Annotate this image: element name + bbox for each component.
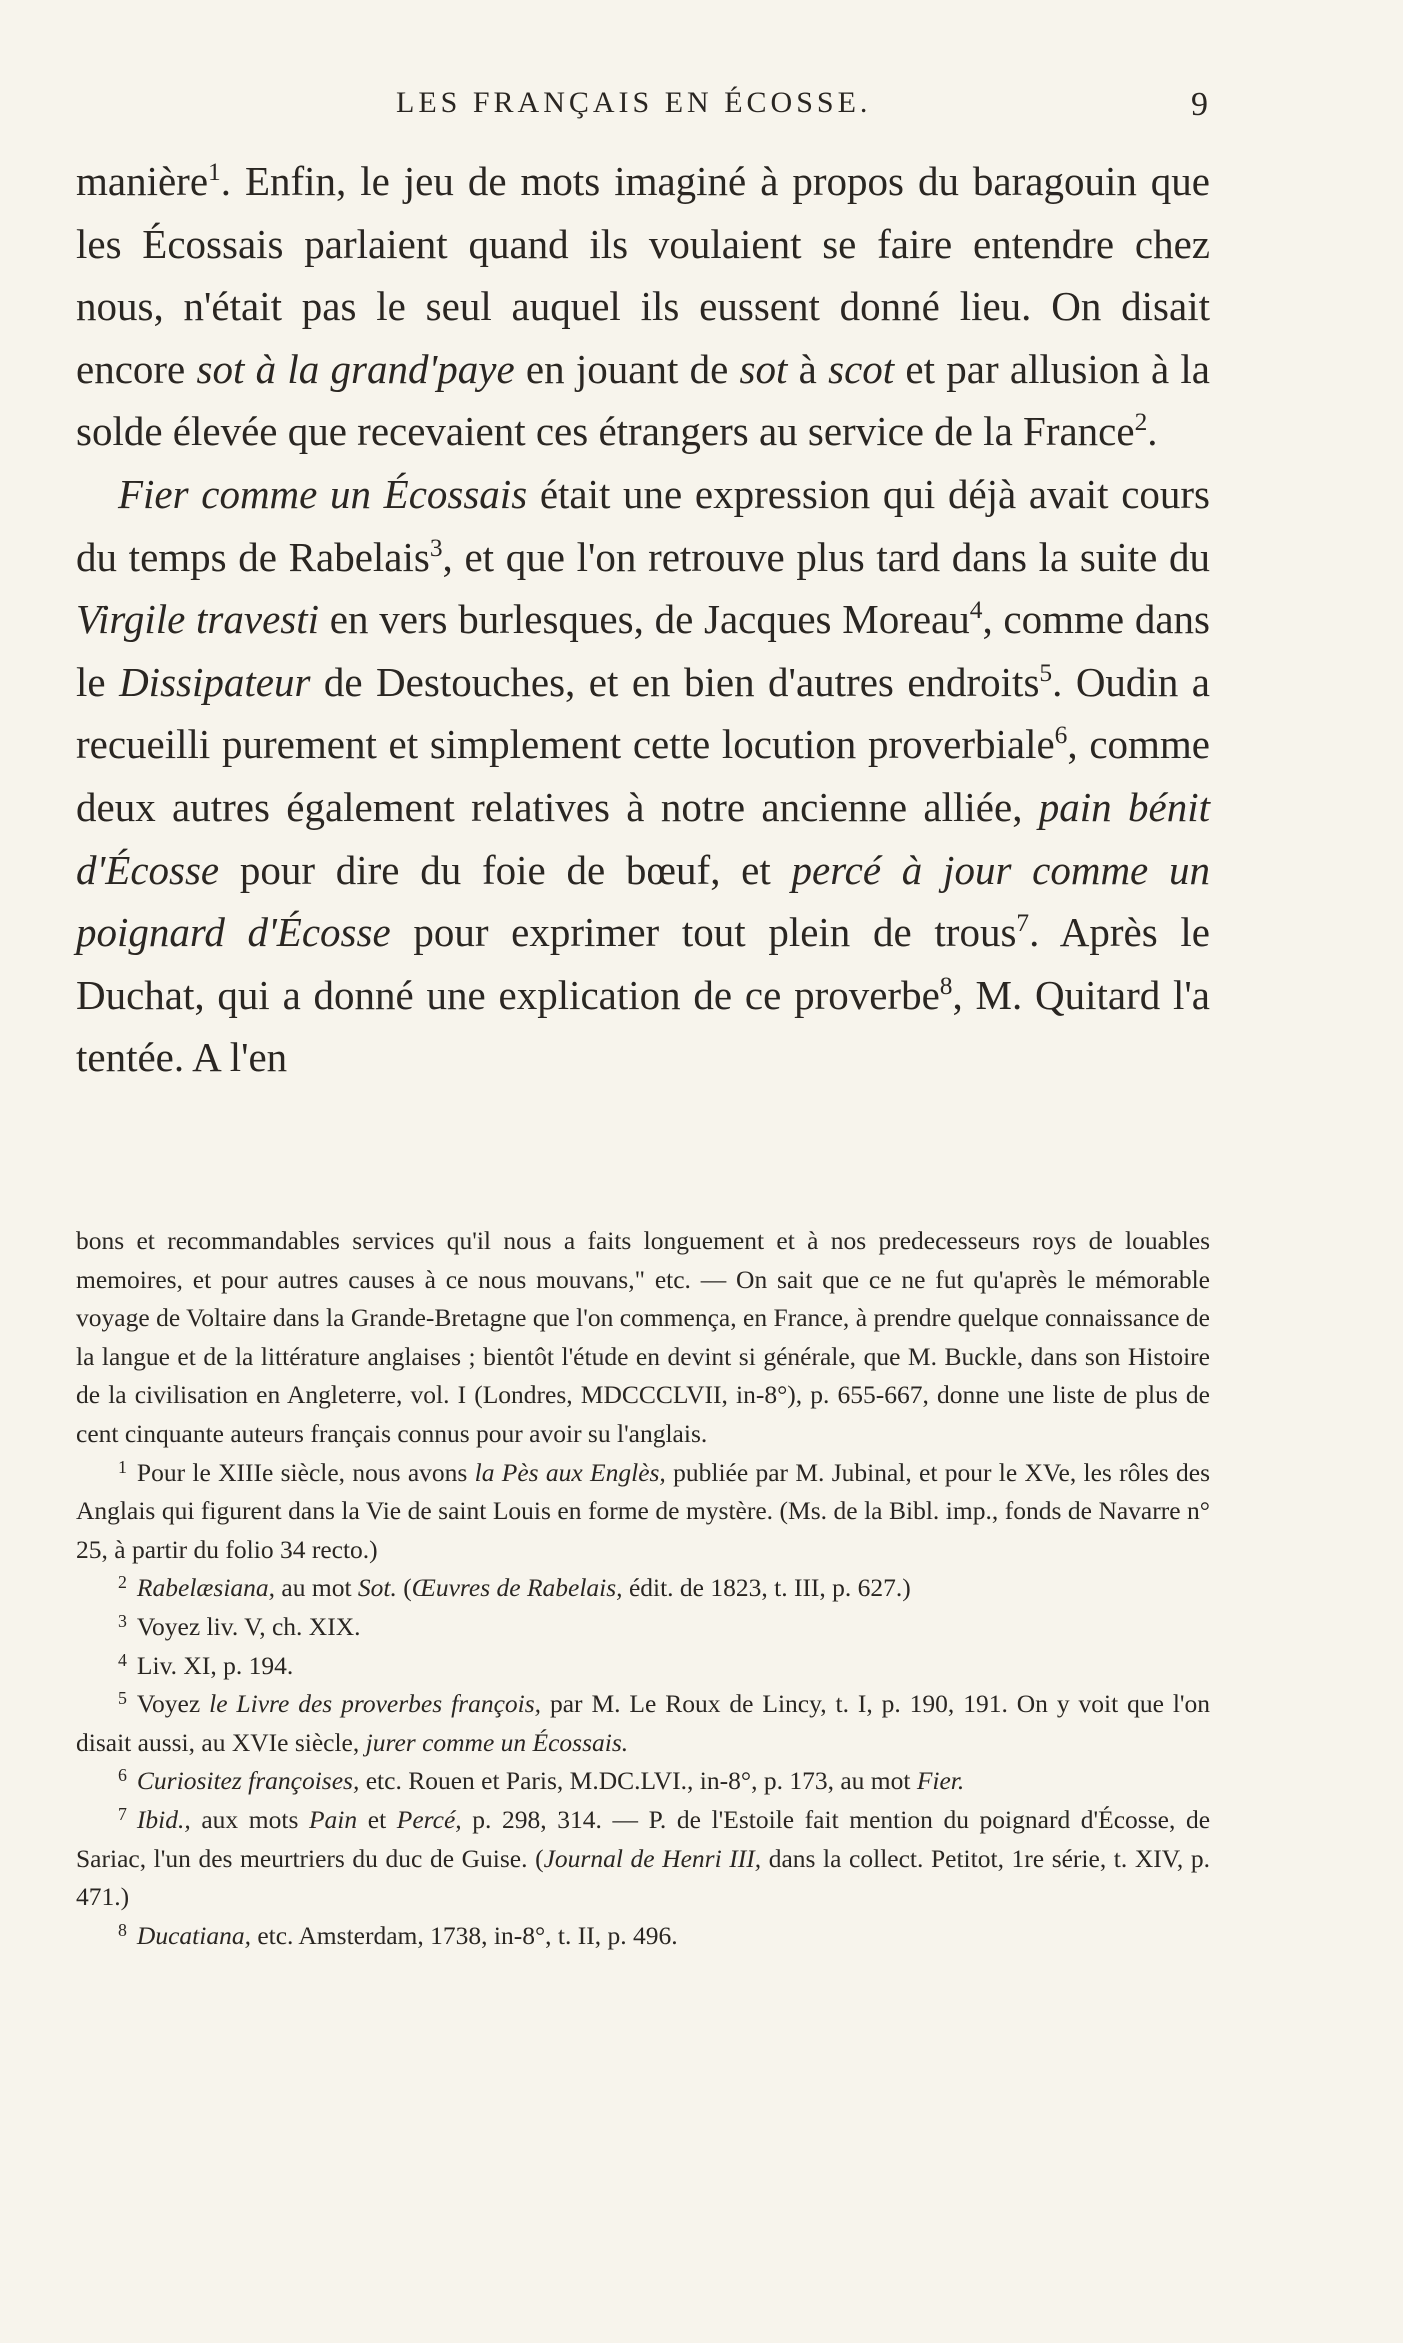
text-run: édit. de 1823, t. III, p. 627.) <box>622 1573 911 1603</box>
text-run: dans la collect. Petitot, 1re série, t. XIV, p. 471.) <box>76 1843 1210 1912</box>
text-run: . <box>1147 408 1158 455</box>
footnote-ref: 5 <box>1039 658 1053 687</box>
italic-run: Journal de Henri III, <box>543 1843 762 1873</box>
footnotes <box>76 1222 1210 1955</box>
text-run: , comme deux autres également relatives à notre ancienne alliée, <box>76 721 1211 830</box>
footnote-ref: 4 <box>969 595 983 624</box>
italic-run: sot à la grand'paye <box>196 345 515 392</box>
text-run: était une expression qui déjà avait cours du temps de Rabelais <box>76 470 1211 580</box>
main-text <box>76 150 1210 1089</box>
text-run: et <box>357 1804 397 1834</box>
footnote-8 <box>76 1917 1210 1956</box>
text-run: Voyez <box>136 1689 210 1719</box>
footnote-number: 7 <box>118 1803 127 1824</box>
page-number: 9 <box>1191 86 1208 123</box>
text-run: Pour le XIIIe siècle, nous avons <box>136 1457 475 1487</box>
text-run: Liv. XI, p. 194. <box>136 1650 294 1680</box>
footnote-number: 1 <box>118 1456 127 1477</box>
footnote-number: 3 <box>118 1610 127 1631</box>
text-run: . Après le Duchat, qui a donné une explication de ce proverbe <box>76 909 1210 1018</box>
footnote-ref: 1 <box>208 157 221 186</box>
text-run: en jouant de <box>514 345 740 392</box>
text-run: . Oudin a recueilli purement et simplement cette locution proverbiale <box>76 658 1210 768</box>
text-run: , et que l'on retrouve plus tard dans la suite du <box>442 533 1210 580</box>
running-header <box>78 86 1208 136</box>
text-run: de Destouches, et en bien d'autres endroits <box>310 658 1040 705</box>
footnote-1 <box>76 1454 1210 1570</box>
text-run: au mot <box>275 1573 358 1603</box>
text-run: par M. Le Roux de Lincy, t. I, p. 190, 191. On y voit que l'on disait aussi, au XVIe siècle, <box>76 1689 1211 1757</box>
footnote-5 <box>76 1685 1210 1762</box>
footnote-6 <box>76 1762 1210 1801</box>
text-run: aux mots <box>190 1804 309 1834</box>
text-run: , M. Quitard l'a tentée. A l'en <box>76 971 1210 1081</box>
italic-run: jurer comme un Écossais. <box>365 1727 629 1757</box>
footnote-3 <box>76 1608 1210 1647</box>
footnote-2 <box>76 1569 1210 1608</box>
italic-run: Virgile travesti <box>76 596 320 643</box>
italic-run: percé à jour comme un poignard d'Écosse <box>76 846 1210 956</box>
italic-run: Fier comme un Écossais <box>118 470 528 517</box>
italic-run: sot <box>739 345 788 392</box>
footnote-ref: 7 <box>1016 908 1030 937</box>
footnote-ref: 8 <box>939 971 953 1000</box>
text-run: à <box>787 345 829 392</box>
paragraph-2 <box>76 463 1210 1089</box>
italic-run: Rabelæsiana, <box>136 1573 276 1603</box>
footnote-number: 8 <box>118 1919 127 1940</box>
text-run: etc. Rouen et Paris, M.DC.LVI., in-8°, p. 173, au mot <box>359 1766 917 1796</box>
italic-run: Ibid., <box>136 1804 191 1834</box>
italic-run: pain bénit d'Écosse <box>76 783 1210 893</box>
text-run: ( <box>396 1573 412 1603</box>
text-run: etc. Amsterdam, 1738, in-8°, t. II, p. 496. <box>250 1920 678 1950</box>
text-run: publiée par M. Jubinal, et pour le XVe, les rôles des Anglais qui figurent dans la Vie de saint Louis en forme de mystère. (Ms. de la Bibl. imp., fonds de Navarre n° 25, à partir du folio 34 recto.) <box>76 1457 1211 1564</box>
italic-run: le Livre des proverbes françois, <box>209 1689 542 1719</box>
text-run: en vers burlesques, de Jacques Moreau <box>319 596 970 643</box>
footnote-ref: 6 <box>1054 721 1068 750</box>
footnote-ref: 3 <box>429 533 443 562</box>
italic-run: la Pès aux Englès, <box>474 1457 666 1487</box>
text-run: manière <box>76 158 209 204</box>
running-title: LES FRANÇAIS EN ÉCOSSE. <box>396 86 872 119</box>
italic-run: Dissipateur <box>119 658 311 705</box>
italic-run: Sot. <box>357 1573 397 1603</box>
paragraph-1 <box>76 150 1210 463</box>
footnote-ref: 2 <box>1134 408 1148 437</box>
footnote-continuation: bons et recommandables services qu'il nous a faits longuement et à nos predecesseurs roys de louables memoires, et pour autres causes à ce nous mouvans," etc. — On sait que ce ne fut qu'après le mémorable voyage de Voltaire dans la Grande-Bretagne que l'on commença, en France, à prendre quelque connaissance de la langue et de la littérature anglaises ; bientôt l'étude en devint si générale, que M. Buckle, dans son Histoire de la civilisation en Angleterre, vol. I (Londres, MDCCCLVII, in-8°), p. 655-667, donne une liste de plus de cent cinquante auteurs français connus pour avoir su l'anglais. <box>76 1226 1210 1448</box>
italic-run: Fier. <box>916 1766 965 1796</box>
italic-run: scot <box>828 345 895 392</box>
footnote-number: 5 <box>118 1688 127 1709</box>
text-run: Voyez liv. V, ch. XIX. <box>136 1611 361 1641</box>
italic-run: Pain <box>308 1804 358 1834</box>
italic-run: Curiositez françoises, <box>136 1766 360 1796</box>
text-run: pour dire du foie de bœuf, et <box>219 846 792 893</box>
italic-run: Ducatiana, <box>136 1920 251 1950</box>
text-run: p. 298, 314. — P. de l'Estoile fait mention du poignard d'Écosse, de Sariac, l'un des meurtriers du duc de Guise. ( <box>76 1804 1211 1873</box>
footnote-4 <box>76 1647 1210 1686</box>
footnote-number: 6 <box>118 1765 127 1786</box>
text-run: et par allusion à la solde élevée que recevaient ces étrangers au service de la France <box>76 345 1211 455</box>
footnote-7 <box>76 1801 1210 1917</box>
text-run: . Enfin, le jeu de mots imaginé à propos du baragouin que les Écossais parlaient quand ils voulaient se faire entendre chez nous, n'était pas le seul auquel ils eussent donné lieu. On disait encore <box>76 158 1210 392</box>
italic-run: Percé, <box>396 1804 462 1834</box>
footnote-number: 2 <box>118 1572 127 1593</box>
footnote-number: 4 <box>118 1649 127 1670</box>
text-run: , comme dans le <box>76 596 1210 705</box>
italic-run: Œuvres de Rabelais, <box>411 1573 623 1603</box>
text-run: pour exprimer tout plein de trous <box>390 909 1017 956</box>
